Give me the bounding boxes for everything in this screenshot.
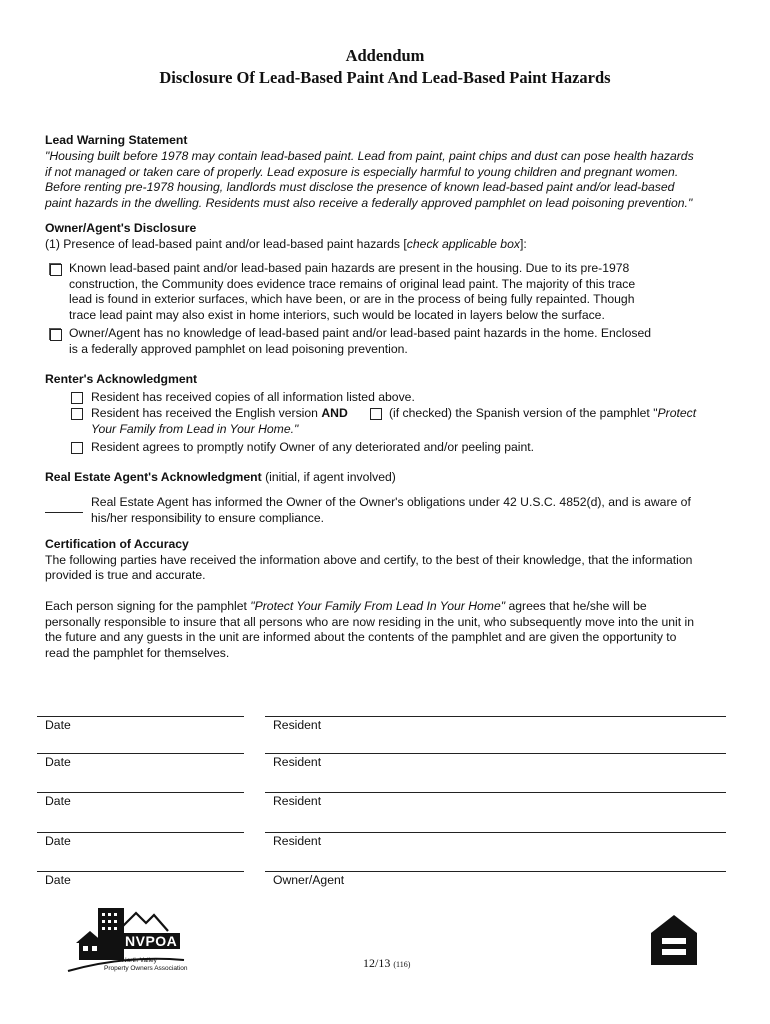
- warning-heading: Lead Warning Statement: [45, 133, 188, 147]
- agent-ack-text: his/her responsibility to ensure compliance.: [91, 510, 325, 525]
- resident-label: Resident: [273, 718, 322, 732]
- owner-agent-label: Owner/Agent: [273, 873, 345, 887]
- certification-text: The following parties have received the information above and certify, to the best of their knowledge, that the information: [45, 552, 693, 567]
- date-label: Date: [45, 718, 71, 732]
- pamphlet-responsibility-text: the future and any guests in the unit are informed about the contents of the pamphlet and are given the opportunity to: [45, 630, 677, 644]
- pamphlet-responsibility-text: Each person signing for the pamphlet "Protect Your Family From Lead In Your Home" agrees that he/she will be: [45, 599, 647, 613]
- logo-line: North Valley: [122, 957, 157, 964]
- resident-label: Resident: [273, 834, 322, 848]
- equal-housing-icon: [650, 914, 698, 966]
- no-knowledge-text: is a federally approved pamphlet on lead poisoning prevention.: [69, 341, 408, 356]
- warning-line: if not managed or taken care of properly. Lead exposure is especially harmful to young children and pregnant women.: [45, 164, 679, 179]
- resident-label: Resident: [273, 794, 322, 808]
- agent-ack-heading: Real Estate Agent's Acknowledgment (initial, if agent involved): [45, 470, 396, 484]
- agent-ack-text: Real Estate Agent has informed the Owner of the Owner's obligations under 42 U.S.C. 4852(d), and is aware of: [91, 495, 691, 509]
- owner-agent-signature-line[interactable]: [265, 871, 726, 872]
- pamphlet-responsibility-text: personally responsible to insure that all persons who are now residing in the unit, who subsequently move into the unit in: [45, 614, 695, 629]
- certification-text: provided is true and accurate.: [45, 568, 206, 582]
- no-knowledge-text: Owner/Agent has no knowledge of lead-based paint and/or lead-based paint hazards in the home. Enclosed: [69, 326, 652, 340]
- resident-signature-line[interactable]: [265, 753, 726, 754]
- agent-initial-line[interactable]: [45, 512, 83, 513]
- resident-label: Resident: [273, 755, 322, 769]
- renter-ack-heading: Renter's Acknowledgment: [45, 372, 198, 386]
- no-knowledge-checkbox[interactable]: [50, 329, 62, 341]
- date-label: Date: [45, 755, 71, 769]
- date-signature-line[interactable]: [37, 716, 244, 717]
- pamphlet-responsibility-text: read the pamphlet for themselves.: [45, 645, 230, 660]
- date-label: Date: [45, 794, 71, 808]
- known-lead-checkbox[interactable]: [50, 264, 62, 276]
- received-copies-text: Resident has received copies of all information listed above.: [91, 390, 415, 404]
- known-lead-text: Known lead-based paint and/or lead-based pain hazards are present in the housing. Due to its pre-1978: [69, 261, 630, 275]
- english-version-checkbox[interactable]: [71, 408, 83, 420]
- document-subtitle: Disclosure Of Lead-Based Paint And Lead-Based Paint Hazards: [159, 68, 611, 87]
- date-label: Date: [45, 834, 71, 848]
- spanish-version-checkbox[interactable]: [370, 408, 382, 420]
- owner-disclosure-intro: (1) Presence of lead-based paint and/or lead-based paint hazards [check applicable box]:: [45, 236, 527, 251]
- known-lead-text: construction, the Community does evidence trace remains of original lead paint. The majority of this trace: [69, 276, 636, 291]
- received-copies-checkbox[interactable]: [71, 392, 83, 404]
- date-signature-line[interactable]: [37, 753, 244, 754]
- notify-owner-text: Resident agrees to promptly notify Owner of any deteriorated and/or peeling paint.: [91, 440, 535, 454]
- date-label: Date: [45, 873, 71, 887]
- resident-signature-line[interactable]: [265, 832, 726, 833]
- logo-line: Property Owners Association: [104, 965, 188, 972]
- logo-abbreviation: NVPOA: [122, 933, 180, 949]
- notify-owner-checkbox[interactable]: [71, 442, 83, 454]
- nvpoa-logo: [64, 905, 194, 980]
- form-code: 12/13 (116): [363, 956, 411, 970]
- english-version-text: Resident has received the English version AND: [91, 406, 348, 420]
- known-lead-text: lead is found in exterior surfaces, which have been, or are in the process of being fully repainted. Though: [69, 292, 635, 306]
- warning-line: paint hazards in the dwelling. Residents must also receive a federally approved pamphlet on lead poisoning prevention.": [45, 195, 693, 210]
- pamphlet-title-continued: Your Family from Lead in Your Home.": [91, 421, 299, 436]
- known-lead-text: trace lead paint may also exist in home interiors, such would be located in layers below the surface.: [69, 307, 605, 322]
- date-signature-line[interactable]: [37, 871, 244, 872]
- certification-heading: Certification of Accuracy: [45, 537, 189, 551]
- date-signature-line[interactable]: [37, 792, 244, 793]
- document-title: Addendum: [345, 46, 425, 65]
- warning-line: "Housing built before 1978 may contain lead-based paint. Lead from paint, paint chips and dust can pose health hazards: [45, 149, 694, 163]
- resident-signature-line[interactable]: [265, 716, 726, 717]
- spanish-version-text: (if checked) the Spanish version of the pamphlet "Protect: [389, 406, 697, 420]
- owner-disclosure-heading: Owner/Agent's Disclosure: [45, 221, 197, 235]
- resident-signature-line[interactable]: [265, 792, 726, 793]
- date-signature-line[interactable]: [37, 832, 244, 833]
- warning-line: Before renting pre-1978 housing, landlords must disclose the presence of known lead-based paint and/or lead-based: [45, 180, 675, 194]
